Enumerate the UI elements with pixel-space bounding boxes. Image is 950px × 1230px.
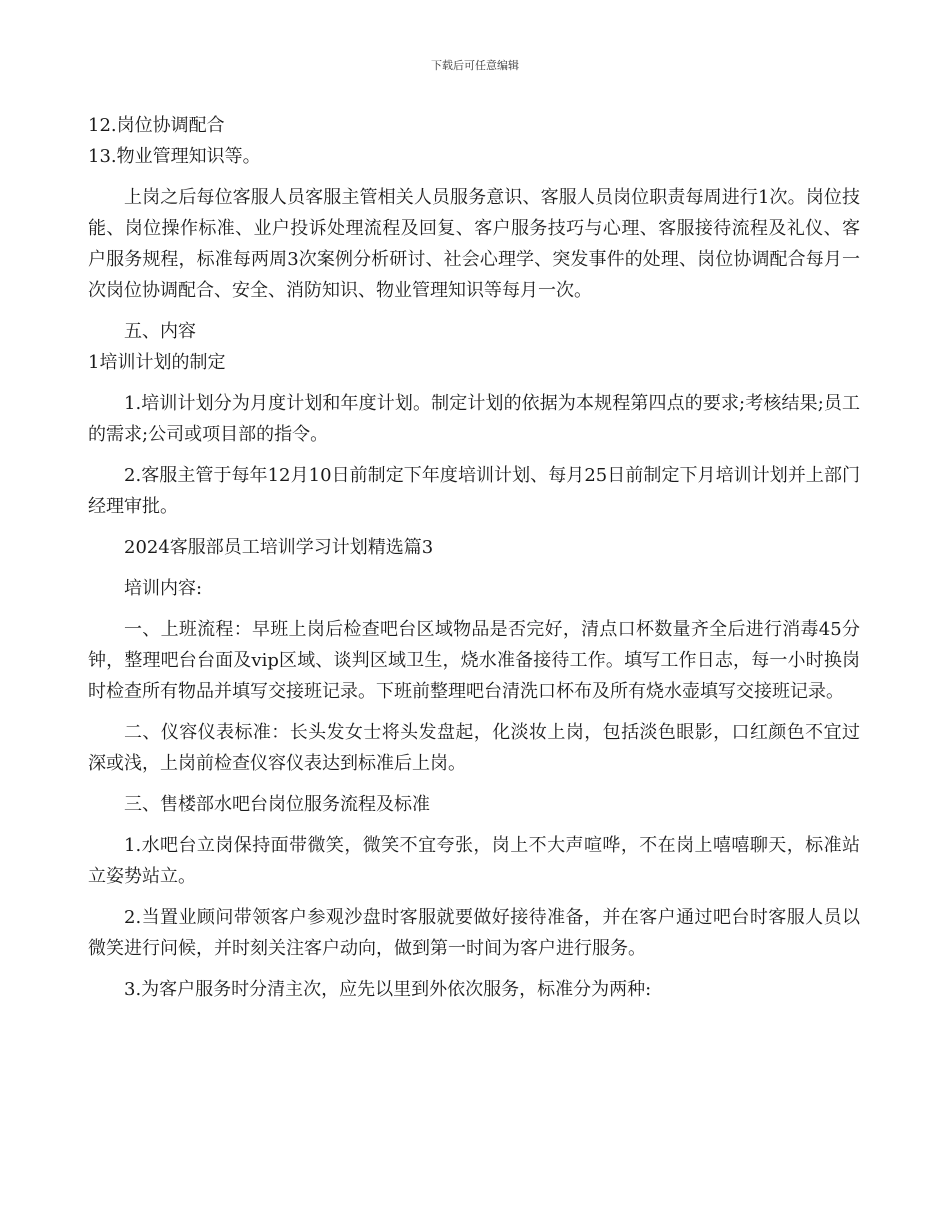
section-heading-content: 五、内容 [124,321,196,342]
list-item-12: 12.岗位协调配合 [88,115,225,136]
paragraph-work-process: 一、上班流程：早班上岗后检查吧台区域物品是否完好，清点口杯数量齐全后进行消毒45分钟，整理吧台台面及vip区域、谈判区域卫生，烧水准备接待工作。填写工作日志，每一小时换岗时检查所有物品并填写交接班记录。下班前整理吧台清洗口杯布及所有烧水壶填写交接班记录。 [88,619,860,702]
paragraph-service-order: 3.为客户服务时分清主次，应先以里到外依次服务，标准分为两种: [124,979,652,1000]
paragraph-training-schedule: 上岗之后每位客服人员客服主管相关人员服务意识、客服人员岗位职责每周进行1次。岗位技能、岗位操作标准、业户投诉处理流程及回复、客户服务技巧与心理、客服接待流程及礼仪、客户服务规程，标准每两周3次案例分析研讨、社会心理学、突发事件的处理、岗位协调配合每月一次岗位协调配合、安全、消防知识、物业管理知识等每月一次。 [88,187,860,301]
paragraph-plan-types: 1.培训计划分为月度计划和年度计划。制定计划的依据为本规程第四点的要求;考核结果;员工的需求;公司或项目部的指令。 [88,393,860,445]
list-item-13: 13.物业管理知识等。 [88,146,261,167]
document-body [88,110,860,1005]
paragraph-plan-deadline: 2.客服主管于每年12月10日前制定下年度培训计划、每月25日前制定下月培训计划并上部门经理审批。 [88,465,860,517]
paragraph-reception-prep: 2.当置业顾问带领客户参观沙盘时客服就要做好接待准备，并在客户通过吧台时客服人员以微笑进行问候，并时刻关注客户动向，做到第一时间为客户进行服务。 [88,907,860,959]
article-title-part3: 2024客服部员工培训学习计划精选篇3 [124,537,434,558]
subheading-plan-formulation: 1培训计划的制定 [88,352,226,373]
training-content-label: 培训内容: [124,578,203,599]
page-header-note: 下载后可任意编辑 [431,59,519,72]
paragraph-standing-post: 1.水吧台立岗保持面带微笑，微笑不宜夸张，岗上不大声喧哗，不在岗上嘻嘻聊天，标准站立姿势站立。 [88,835,860,887]
paragraph-appearance-standard: 二、仪容仪表标准：长头发女士将头发盘起，化淡妆上岗，包括淡色眼影，口红颜色不宜过深或浅，上岗前检查仪容仪表达到标准后上岗。 [88,722,860,774]
section-heading-bar-service: 三、售楼部水吧台岗位服务流程及标准 [124,794,430,815]
